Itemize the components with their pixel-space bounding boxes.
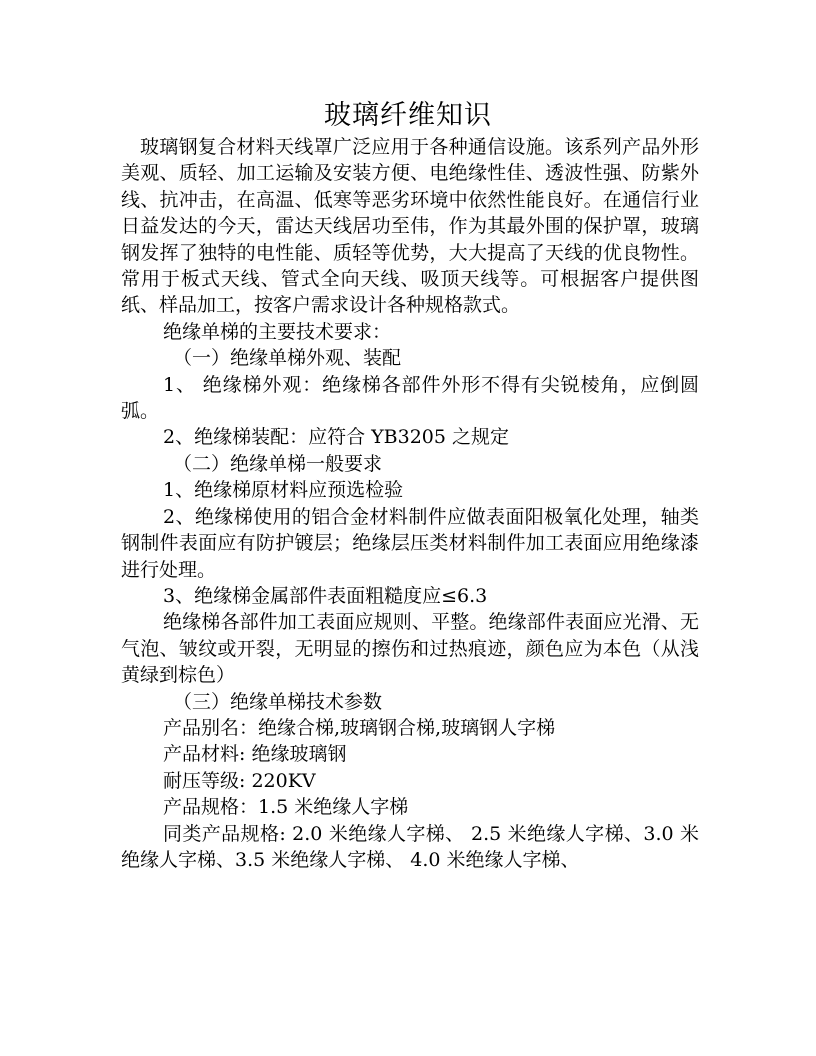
raw-material-item: 1、绝缘梯原材料应预选检验 [163,479,404,502]
voltage-line: 耐压等级: 220KV [163,769,316,792]
document-title: 玻璃纤维知识 [324,100,492,131]
material-line: 产品材料: 绝缘玻璃钢 [163,743,347,766]
document-body [121,134,699,873]
section-2-heading: （二）绝缘单梯一般要求 [173,452,383,475]
alias-line: 产品别名：绝缘合梯,玻璃钢合梯,玻璃钢人字梯 [163,716,556,739]
surface-treatment-item: 2、绝缘梯使用的铝合金材料制件应做表面阳极氧化处理，轴类钢制件表面应有防护镀层；绝缘层压类材料制件加工表面应用绝缘漆进行处理。 [121,505,699,581]
assembly-item: 2、绝缘梯装配：应符合 YB3205 之规定 [163,426,510,449]
intro-paragraph: 玻璃钢复合材料天线罩广泛应用于各种通信设施。该系列产品外形美观、质轻、加工运输及安装方便、电绝缘性佳、透波性强、防紫外线、抗冲击，在高温、低寒等恶劣环境中依然性能良好。在通信行业日益发达的今天，雷达天线居功至伟，作为其最外围的保护罩，玻璃钢发挥了独特的电性能、质轻等优势，大大提高了天线的优良物性。常用于板式天线、管式全向天线、吸顶天线等。可根据客户提供图纸、样品加工，按客户需求设计各种规格款式。 [121,136,699,317]
section-1-heading: （一）绝缘单梯外观、装配 [173,347,402,370]
requirements-heading: 绝缘单梯的主要技术要求： [163,320,392,343]
spec-line: 产品规格：1.5 米绝缘人字梯 [163,796,409,819]
appearance-item: 1、 绝缘梯外观：绝缘梯各部件外形不得有尖锐棱角，应倒圆弧。 [121,373,699,423]
roughness-item: 3、绝缘梯金属部件表面粗糙度应≤6.3 [163,584,488,607]
similar-specs-line: 同类产品规格: 2.0 米绝缘人字梯、 2.5 米绝缘人字梯、3.0 米绝缘人字梯、3.5 米绝缘人字梯、 4.0 米绝缘人字梯、 [121,822,699,871]
section-3-heading: （三）绝缘单梯技术参数 [173,690,383,713]
surface-quality-paragraph: 绝缘梯各部件加工表面应规则、平整。绝缘部件表面应光滑、无气泡、皱纹或开裂，无明显的擦伤和过热痕迹，颜色应为本色（从浅黄绿到棕色） [121,611,699,687]
